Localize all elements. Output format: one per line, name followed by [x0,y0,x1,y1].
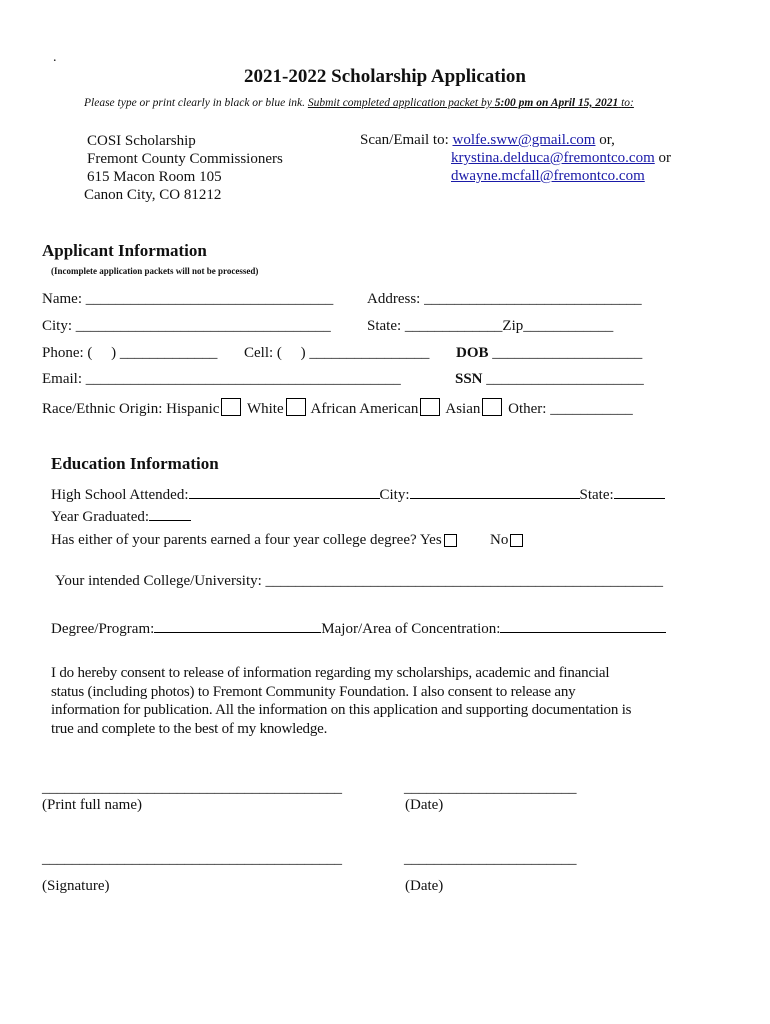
scan-email-label: Scan/Email to: [360,132,449,148]
white-checkbox[interactable] [286,398,306,416]
email-link-mcfall[interactable]: dwayne.mcfall@fremontco.com [451,168,645,184]
print-name-line[interactable]: ________________________________________ [42,780,342,796]
zip-input[interactable]: ____________ [523,318,614,334]
state-label: State: [367,318,402,334]
year-graduated-row [51,508,191,526]
email-link-delduca[interactable]: krystina.delduca@fremontco.com [451,150,655,166]
parents-degree-question: Has either of your parents earned a four year college degree? [51,532,417,548]
major-label: Major/Area of Concentration: [321,621,501,637]
yes-label: Yes [419,532,442,548]
race-label: Race/Ethnic Origin: [42,401,163,417]
phone-label: Phone: ( ) [42,345,117,361]
page-title: 2021-2022 Scholarship Application [244,66,526,87]
no-checkbox[interactable] [510,534,523,547]
asian-checkbox[interactable] [482,398,502,416]
email-separator-2: or [658,150,671,166]
hs-city-input[interactable] [410,486,580,499]
name-input[interactable]: _________________________________ [85,291,334,307]
african-american-checkbox[interactable] [420,398,440,416]
address-input[interactable]: _____________________________ [424,291,642,307]
signature-date-line[interactable]: _______________________ [404,851,577,867]
ssn-row [455,371,644,388]
ssn-input[interactable]: _____________________ [486,371,644,387]
city-label: City: [42,318,73,334]
stray-dot: . [53,50,57,65]
signature-line[interactable]: ________________________________________ [42,851,342,867]
scan-email-row-2 [451,150,671,167]
mailing-address [84,132,283,204]
state-input[interactable]: _____________ [404,318,503,334]
instructions-text: Please type or print clearly in black or blue ink. [84,97,305,109]
applicant-note: (Incomplete application packets will not be processed) [51,266,259,276]
instructions [84,97,634,109]
hs-state-input[interactable] [614,486,665,499]
name-label: Name: [42,291,82,307]
parents-degree-row [51,532,459,549]
zip-label: Zip [502,318,524,334]
cell-label: Cell: ( ) [244,345,306,361]
phone-row [42,345,217,362]
cell-row [244,345,429,362]
email-link-wolfe[interactable]: wolfe.sww@gmail.com [452,132,596,148]
college-input[interactable]: _____________________________________________________ [265,573,664,589]
submit-text: Submit completed application packet by 5:00 pm on April 15, 2021 to: [307,97,634,109]
address-label: Address: [367,291,421,307]
email-row [42,371,401,388]
hs-city-label: City: [379,487,410,503]
consent-line-4: true and complete to the best of my knowledge. [51,720,328,737]
dob-label: DOB [456,345,489,361]
race-row [42,398,633,418]
dob-input[interactable]: ____________________ [492,345,643,361]
race-option-asian: Asian [445,401,481,417]
no-label: No [490,532,509,548]
phone-input[interactable]: _____________ [119,345,218,361]
no-option [490,532,525,549]
applicant-heading: Applicant Information [42,241,207,260]
high-school-label: High School Attended: [51,487,189,503]
education-heading: Education Information [51,454,219,473]
email-separator-1: or, [599,132,615,148]
signature-label: (Signature) [42,878,110,894]
name-row [42,291,333,308]
year-graduated-input[interactable] [149,508,191,521]
ssn-label: SSN [455,371,483,387]
other-label: Other: [508,401,547,417]
race-option-white: White [246,401,284,417]
consent-line-3: information for publication. All the information on this application and supporting documentation is [51,702,632,718]
college-label: Your intended College/University: [55,573,262,589]
email-label: Email: [42,371,82,387]
degree-label: Degree/Program: [51,621,155,637]
dob-row [456,345,642,362]
degree-row [51,620,666,638]
address-line-2: Fremont County Commissioners [87,151,283,167]
address-line-1: COSI Scholarship [87,133,196,149]
address-line-3: 615 Macon Room 105 [87,169,222,185]
hispanic-checkbox[interactable] [221,398,241,416]
city-row [42,318,331,335]
hs-state-label: State: [579,487,614,503]
other-input[interactable]: ___________ [550,401,633,417]
address-row [367,291,642,308]
cell-input[interactable]: ________________ [309,345,430,361]
race-option-hispanic: Hispanic [166,401,220,417]
year-graduated-label: Year Graduated: [51,509,150,525]
email-input[interactable]: __________________________________________ [85,371,401,387]
scan-email-row-3 [451,168,645,185]
print-date-line[interactable]: _______________________ [404,780,577,796]
consent-paragraph [51,664,631,738]
consent-line-2: status (including photos) to Fremont Community Foundation. I also consent to release any [51,683,576,700]
deadline-text: 5:00 pm on April 15, 2021 [494,97,619,109]
major-input[interactable] [500,620,666,633]
race-option-african-american: African American [310,401,419,417]
address-line-4: Canon City, CO 81212 [84,187,222,203]
state-zip-row [367,318,613,335]
consent-line-1: I do hereby consent to release of information regarding my scholarships, academic and financial [51,665,610,681]
print-name-label: (Print full name) [42,797,142,813]
print-date-label: (Date) [405,797,444,813]
yes-checkbox[interactable] [444,534,457,547]
scan-email-label-row [360,132,615,149]
signature-date-label: (Date) [405,878,444,894]
degree-input[interactable] [154,620,321,633]
college-row [55,573,663,590]
city-input[interactable]: __________________________________ [75,318,331,334]
high-school-row [51,486,665,504]
high-school-input[interactable] [189,486,380,499]
